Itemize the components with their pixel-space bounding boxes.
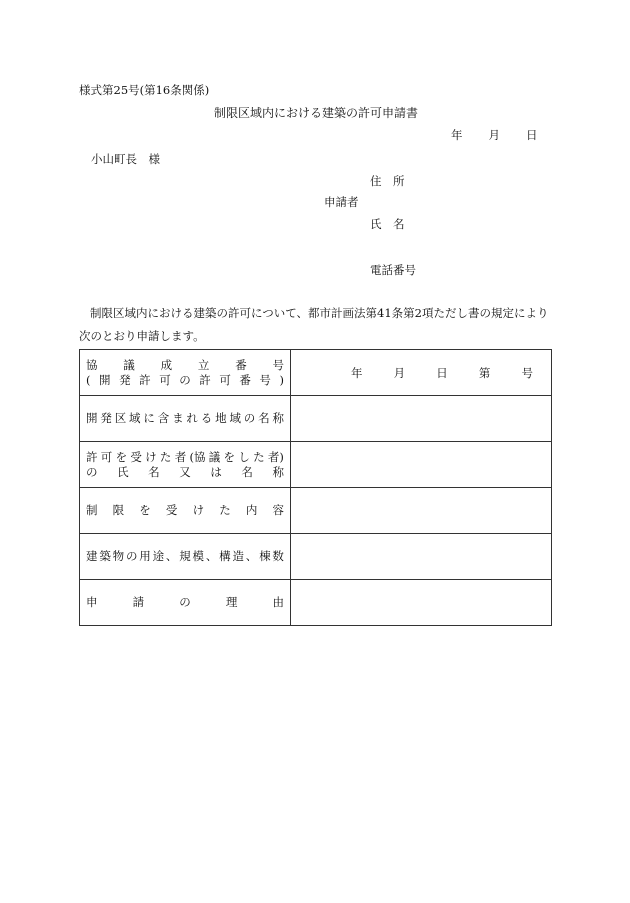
body-text: 制限区域内における建築の許可について、都市計画法第41条第2項ただし書の規定により次のとおり申請します。 <box>79 306 549 343</box>
label-char: の <box>179 372 191 387</box>
label-char: 域 <box>129 411 141 425</box>
label-char: 可 <box>100 449 113 464</box>
row-value[interactable] <box>291 350 552 396</box>
label-char: 用 <box>139 549 151 563</box>
label-char: 受 <box>165 503 178 517</box>
row-label-line <box>86 503 284 518</box>
label-char: 建 <box>86 549 98 563</box>
value-char: 年 <box>351 365 363 380</box>
row-label-line <box>86 450 284 465</box>
label-char: 棟 <box>259 549 271 563</box>
label-char: る <box>200 411 213 425</box>
value-char: 月 <box>393 365 406 380</box>
label-char: 内 <box>245 503 258 517</box>
label-char: 氏 <box>117 464 129 479</box>
value-char: 日 <box>436 365 448 380</box>
label-char: 、 <box>165 549 178 563</box>
label-char: 区 <box>114 411 127 425</box>
label-char: 由 <box>272 595 284 609</box>
label-char: 番 <box>239 372 251 387</box>
label-char: 制 <box>86 503 98 517</box>
label-char: た <box>219 503 231 517</box>
label-char: 築 <box>99 549 111 563</box>
row-label-line <box>86 358 284 373</box>
date-month: 月 <box>488 128 500 142</box>
value-char: 号 <box>521 365 533 380</box>
label-char: 者 <box>174 449 187 464</box>
table-row <box>80 396 552 442</box>
label-char: 称 <box>272 411 284 425</box>
label-char: 域 <box>229 411 241 425</box>
row-value[interactable] <box>291 580 552 626</box>
row-label <box>80 534 291 580</box>
label-char: 名 <box>241 464 253 479</box>
label-char: 開 <box>86 411 98 425</box>
label-char: を <box>139 503 151 517</box>
name-label: 氏 名 <box>370 217 405 231</box>
label-char: 、 <box>245 549 258 563</box>
label-char: 立 <box>197 357 210 372</box>
label-char: 又 <box>179 464 191 479</box>
label-char: 名 <box>148 464 160 479</box>
label-char: 物 <box>112 549 125 563</box>
label-char: を <box>223 449 236 464</box>
row-label <box>80 488 291 534</box>
value-char: 第 <box>478 365 491 380</box>
label-char: た <box>253 449 265 464</box>
approval-number-date <box>291 365 551 381</box>
label-char: ( <box>86 372 91 387</box>
date-day: 日 <box>526 128 538 142</box>
label-char: 可 <box>159 372 171 387</box>
label-char: の <box>243 411 256 425</box>
label-char: 称 <box>272 464 284 479</box>
row-label <box>80 396 291 442</box>
label-char: 許 <box>86 449 98 464</box>
application-table <box>79 349 552 626</box>
label-char: 号 <box>259 372 271 387</box>
label-char: の <box>86 464 98 479</box>
label-char: け <box>145 449 157 464</box>
row-label-line <box>86 411 284 426</box>
label-char: れ <box>186 411 198 425</box>
label-char: 許 <box>139 372 151 387</box>
table-row <box>80 580 552 626</box>
addressee: 小山町長 様 <box>91 152 160 166</box>
label-char: け <box>192 503 205 517</box>
row-label <box>80 580 291 626</box>
row-label-line <box>86 595 284 610</box>
label-char: 理 <box>225 595 238 609</box>
label-char: し <box>238 449 250 464</box>
row-label <box>80 442 291 488</box>
address-label: 住 所 <box>370 174 405 188</box>
label-char: 発 <box>119 372 131 387</box>
label-char: 容 <box>272 503 284 517</box>
date-line <box>451 127 538 143</box>
label-char: 発 <box>100 411 112 425</box>
label-char: た <box>159 449 172 464</box>
row-label-line <box>86 549 284 564</box>
label-char: 、 <box>205 549 218 563</box>
label-char: 成 <box>160 357 173 372</box>
label-char: 限 <box>112 503 125 517</box>
row-label <box>80 350 291 396</box>
row-label-line-2 <box>86 373 284 388</box>
row-label-line-2 <box>86 465 284 480</box>
label-char: (協 <box>189 449 206 464</box>
label-char: 許 <box>199 372 211 387</box>
applicant-label: 申請者 <box>324 195 359 209</box>
label-char: 申 <box>86 595 98 609</box>
table-row <box>80 534 552 580</box>
row-value[interactable] <box>291 442 552 488</box>
row-value[interactable] <box>291 534 552 580</box>
label-char: 構 <box>219 549 231 563</box>
label-char: 途 <box>152 549 165 563</box>
label-char: 数 <box>272 549 284 563</box>
label-char: 地 <box>215 411 227 425</box>
label-char: 協 <box>86 357 98 372</box>
table-row <box>80 350 552 396</box>
document-title: 制限区域内における建築の許可申請書 <box>214 106 419 120</box>
label-char: を <box>115 449 128 464</box>
label-char: 造 <box>232 549 244 563</box>
label-char: ) <box>279 372 284 387</box>
label-char: 模 <box>192 549 204 563</box>
phone-label: 電話番号 <box>370 263 416 277</box>
label-char: 議 <box>123 357 135 372</box>
row-value[interactable] <box>291 488 552 534</box>
row-value[interactable] <box>291 396 552 442</box>
label-char: に <box>143 411 155 425</box>
label-char: 者) <box>267 449 284 464</box>
label-char: 規 <box>179 549 191 563</box>
label-char: 号 <box>272 357 284 372</box>
label-char: 可 <box>219 372 231 387</box>
label-char: は <box>210 464 222 479</box>
label-char: 議 <box>208 449 221 464</box>
label-char: ま <box>172 411 184 425</box>
label-char: の <box>179 595 191 609</box>
table-row <box>80 488 552 534</box>
table-row <box>80 442 552 488</box>
label-char: 番 <box>235 357 247 372</box>
date-year: 年 <box>451 128 463 142</box>
label-char: 名 <box>258 411 270 425</box>
label-char: 受 <box>130 449 142 464</box>
label-char: 請 <box>132 595 145 609</box>
label-char: 開 <box>99 372 111 387</box>
label-char: の <box>125 549 138 563</box>
label-char: 含 <box>157 411 170 425</box>
form-number: 様式第25号(第16条関係) <box>79 83 210 97</box>
